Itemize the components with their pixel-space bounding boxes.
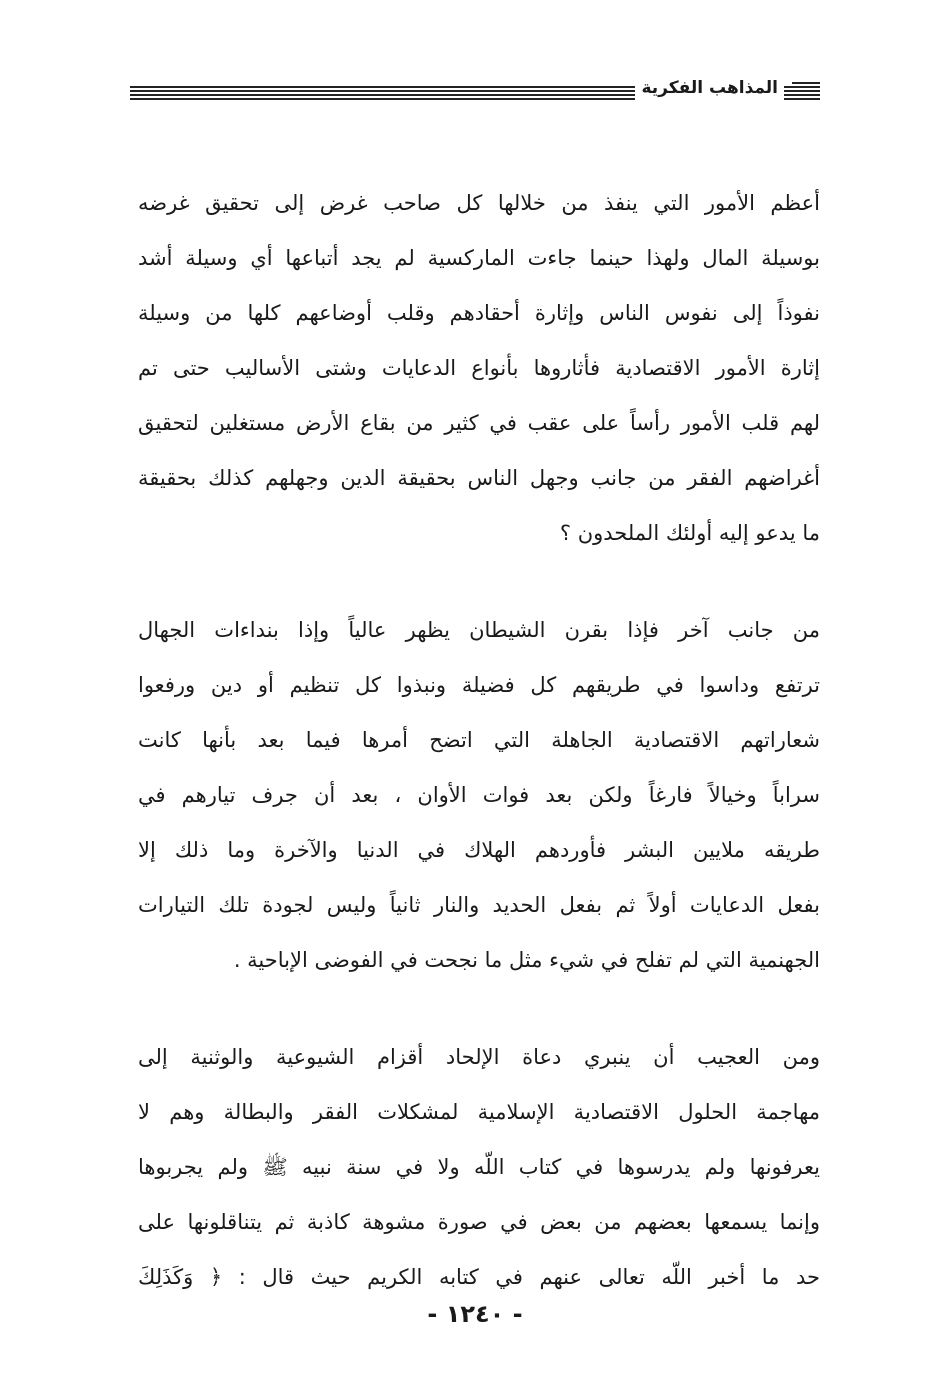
text-line: حد ما أخبر اللّه تعالى عنهم في كتابه الكريم حيث قال : ﴿ وَكَذَلِكَ	[138, 1265, 820, 1289]
text-line: نفوذاً إلى نفوس الناس وإثارة أحقادهم وقلب أوضاعهم كلها من وسيلة	[138, 301, 820, 325]
text-line: بوسيلة المال ولهذا حينما جاءت الماركسية لم يجد أتباعها أي وسيلة أشد	[138, 246, 820, 270]
text-line: ما يدعو إليه أولئك الملحدون ؟	[559, 521, 820, 545]
text-line: أغراضهم الفقر من جانب وجهل الناس بحقيقة الدين وجهلهم كذلك بحقيقة	[138, 466, 820, 490]
text-line: وإنما يسمعها بعضهم من بعض في صورة مشوهة كاذبة ثم يتناقلونها على	[138, 1210, 820, 1234]
text-line: أعظم الأمور التي ينفذ من خلالها كل صاحب غرض إلى تحقيق غرضه	[138, 191, 820, 215]
text-line: لهم قلب الأمور رأساً على عقب في كثير من بقاع الأرض مستغلين لتحقيق	[138, 411, 820, 435]
text-line: بفعل الدعايات أولاً ثم بفعل الحديد والنار ثانياً وليس لجودة تلك التيارات	[138, 893, 820, 917]
text-line: ومن العجيب أن ينبري دعاة الإلحاد أقزام الشيوعية والوثنية إلى	[138, 1045, 820, 1069]
text-line: يعرفونها ولم يدرسوها في كتاب اللّه ولا في سنة نبيه ﷺ ولم يجربوها	[138, 1155, 820, 1179]
text-line: مهاجمة الحلول الاقتصادية الإسلامية لمشكلات الفقر والبطالة وهم لا	[138, 1100, 820, 1124]
text-line: الجهنمية التي لم تفلح في شيء مثل ما نجحت في الفوضى الإباحية .	[233, 948, 820, 972]
paragraph-1	[138, 176, 820, 561]
paragraph-2	[138, 603, 820, 988]
running-header	[130, 76, 820, 106]
header-title: المذاهب الفكرية	[635, 76, 784, 100]
text-line: ترتفع وداسوا في طريقهم كل فضيلة ونبذوا كل تنظيم أو دين ورفعوا	[138, 673, 820, 697]
text-line: طريقه ملايين البشر فأوردهم الهلاك في الدنيا والآخرة وما ذلك إلا	[138, 838, 820, 862]
text-line: سراباً وخيالاً فارغاً ولكن بعد فوات الأوان ، بعد أن جرف تيارهم في	[138, 783, 820, 807]
text-line: من جانب آخر فإذا بقرن الشيطان يظهر عالياً وإذا بنداءات الجهال	[138, 618, 820, 642]
header-ornament	[792, 82, 820, 98]
paragraph-3	[138, 1030, 820, 1305]
text-line: إثارة الأمور الاقتصادية فأثاروها بأنواع الدعايات وشتى الأساليب حتى تم	[138, 356, 820, 380]
page-body	[138, 176, 820, 1305]
page-number: - ١٢٤٠ -	[427, 1300, 523, 1328]
text-line: شعاراتهم الاقتصادية الجاهلة التي اتضح أمرها فيما بعد بأنها كانت	[138, 728, 820, 752]
